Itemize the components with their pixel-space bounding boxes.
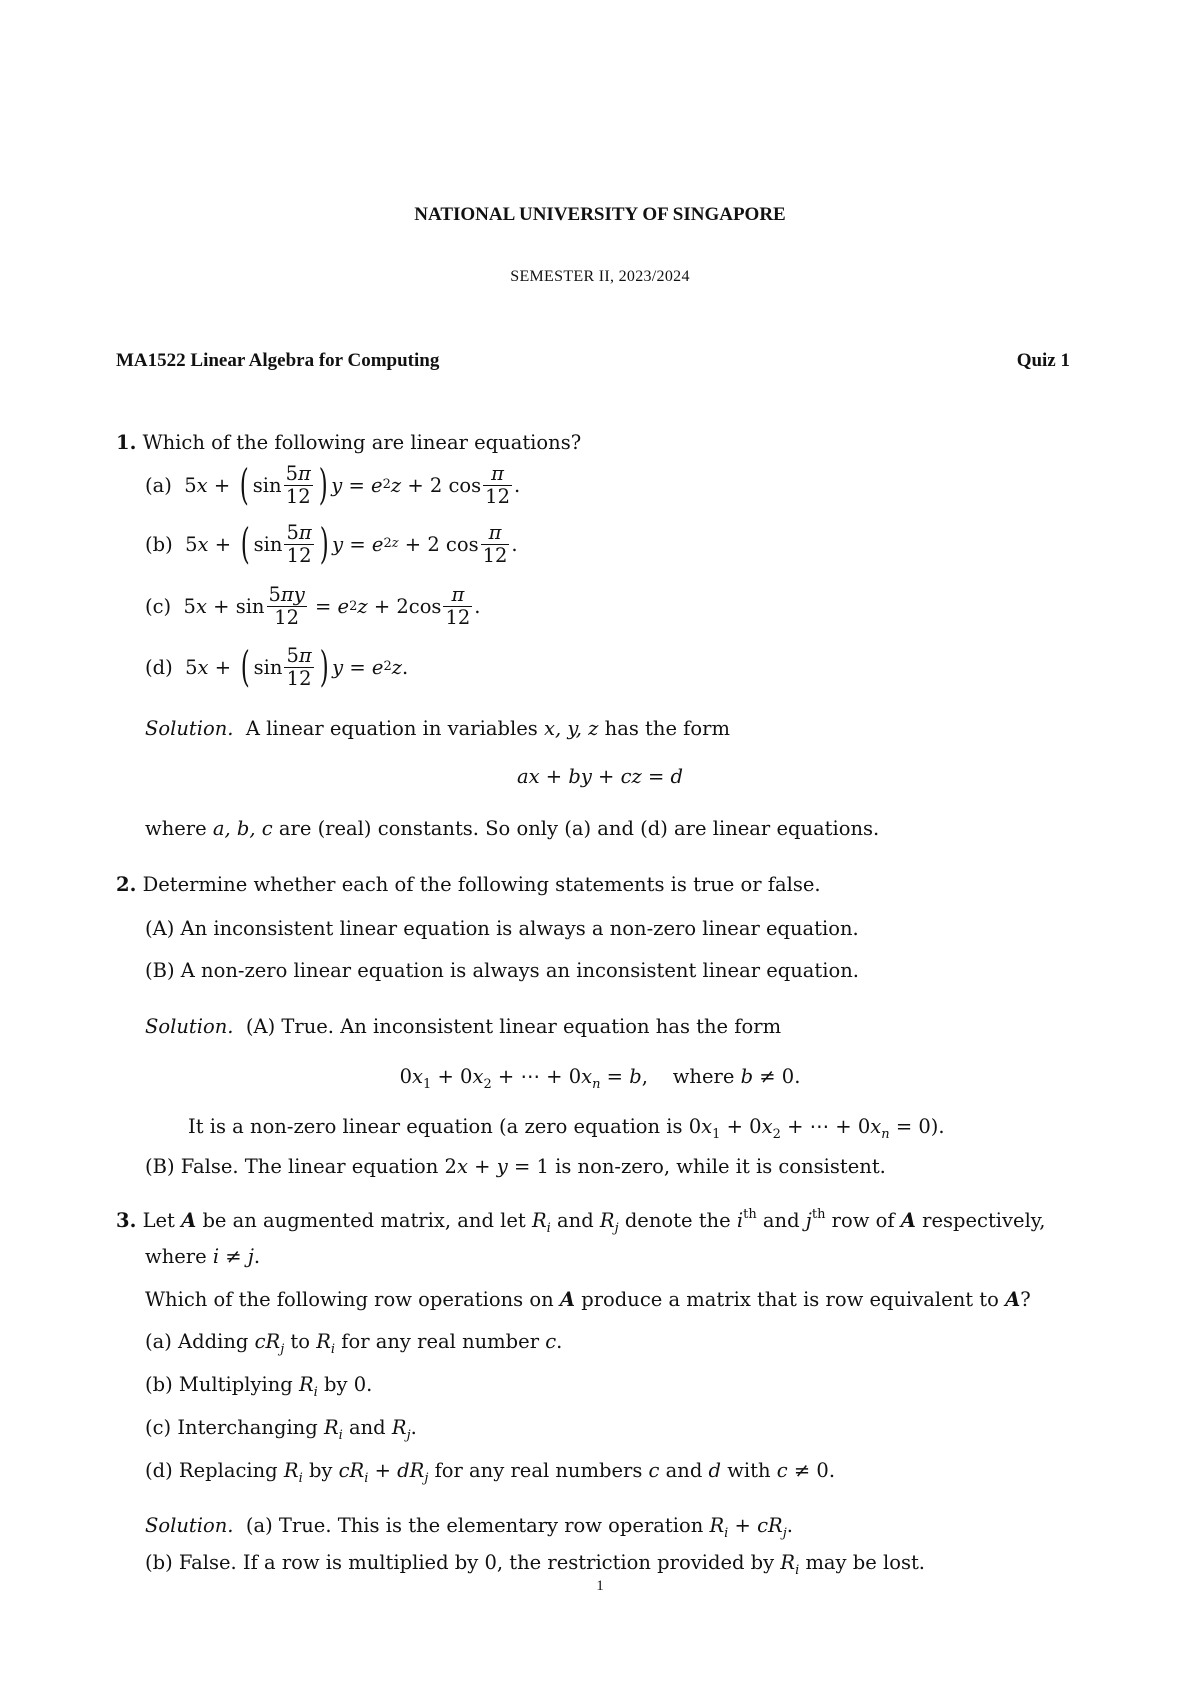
q2-solution-equation: $0x_1 + 0x_2$ + ⋯ + $0x_n = b$, where b ≠ 0.	[399, 1065, 801, 1092]
semester-label: SEMESTER II, 2023/2024	[510, 268, 690, 285]
q2-statement-b: (B) A non-zero linear equation is always an inconsistent linear equation.	[145, 959, 859, 982]
q1-option-a: (a) 5 x + ( sin $\frac{5\pi}{12}$ ) y = e 2 z + 2 cos $\frac{\pi}{12}$ .	[145, 460, 521, 509]
question-1-prompt: 1. Which of the following are linear equations?	[116, 431, 582, 454]
q1-option-c: (c) 5 x + sin $\frac{5\pi y}{12}$ = e 2 z + 2cos $\frac{\pi}{12}$ .	[145, 583, 481, 629]
q2-solution-b: (B) False. The linear equation 2x + y = 1 is non-zero, while it is consistent.	[145, 1155, 886, 1178]
q3-option-a: (a) Adding $cR_j$ to $R_i$ for any real number c.	[145, 1330, 563, 1357]
q2-solution-a: Solution. (A) True. An inconsistent linear equation has the form	[145, 1015, 782, 1038]
quiz-label: Quiz 1	[1016, 350, 1070, 371]
q1-option-b: (b) 5 x + ( sin $\frac{5\pi}{12}$ ) y = e 2z + 2 cos $\frac{\pi}{12}$ .	[145, 519, 518, 568]
question-3-line-2: where i ≠ j.	[145, 1245, 261, 1268]
q2-statement-a: (A) An inconsistent linear equation is always a non-zero linear equation.	[145, 917, 859, 940]
q2-solution-a-note: It is a non-zero linear equation (a zero equation is $0x_1 + 0x_2$ + ⋯ + $0x_n = 0$).	[188, 1115, 945, 1142]
university-name: NATIONAL UNIVERSITY OF SINGAPORE	[414, 204, 786, 225]
q3-option-d: (d) Replacing $R_i$ by $cR_i + dR_j$ for any real numbers c and d with c ≠ 0.	[145, 1459, 836, 1486]
q1-option-d: (d) 5 x + ( sin $\frac{5\pi}{12}$ ) y = e 2 z .	[145, 642, 409, 691]
q3-option-c: (c) Interchanging $R_i$ and $R_j$.	[145, 1416, 417, 1443]
q1-solution-conclusion: where a, b, c are (real) constants. So only (a) and (d) are linear equations.	[145, 817, 880, 840]
q3-option-b: (b) Multiplying $R_i$ by 0.	[145, 1373, 373, 1400]
q3-solution-b: (b) False. If a row is multiplied by 0, the restriction provided by $R_i$ may be lost.	[145, 1551, 926, 1578]
page-number: 1	[596, 1578, 604, 1594]
question-2-prompt: 2. Determine whether each of the following statements is true or false.	[116, 873, 821, 896]
question-3-prompt: Which of the following row operations on A produce a matrix that is row equivalent to A?	[145, 1288, 1031, 1311]
question-3-line-1: 3. Let A be an augmented matrix, and let $R_i$ and $R_j$ denote the $i^{th}$ and $j^{th}$ row of A respectively,	[116, 1207, 1046, 1236]
q3-solution-a: Solution. (a) True. This is the elementary row operation $R_i + cR_j$.	[145, 1514, 793, 1541]
course-title: MA1522 Linear Algebra for Computing	[116, 350, 440, 371]
q1-solution-equation: ax + by + cz = d	[516, 765, 683, 788]
q1-solution-intro: Solution. A linear equation in variables x, y, z has the form	[145, 717, 730, 740]
